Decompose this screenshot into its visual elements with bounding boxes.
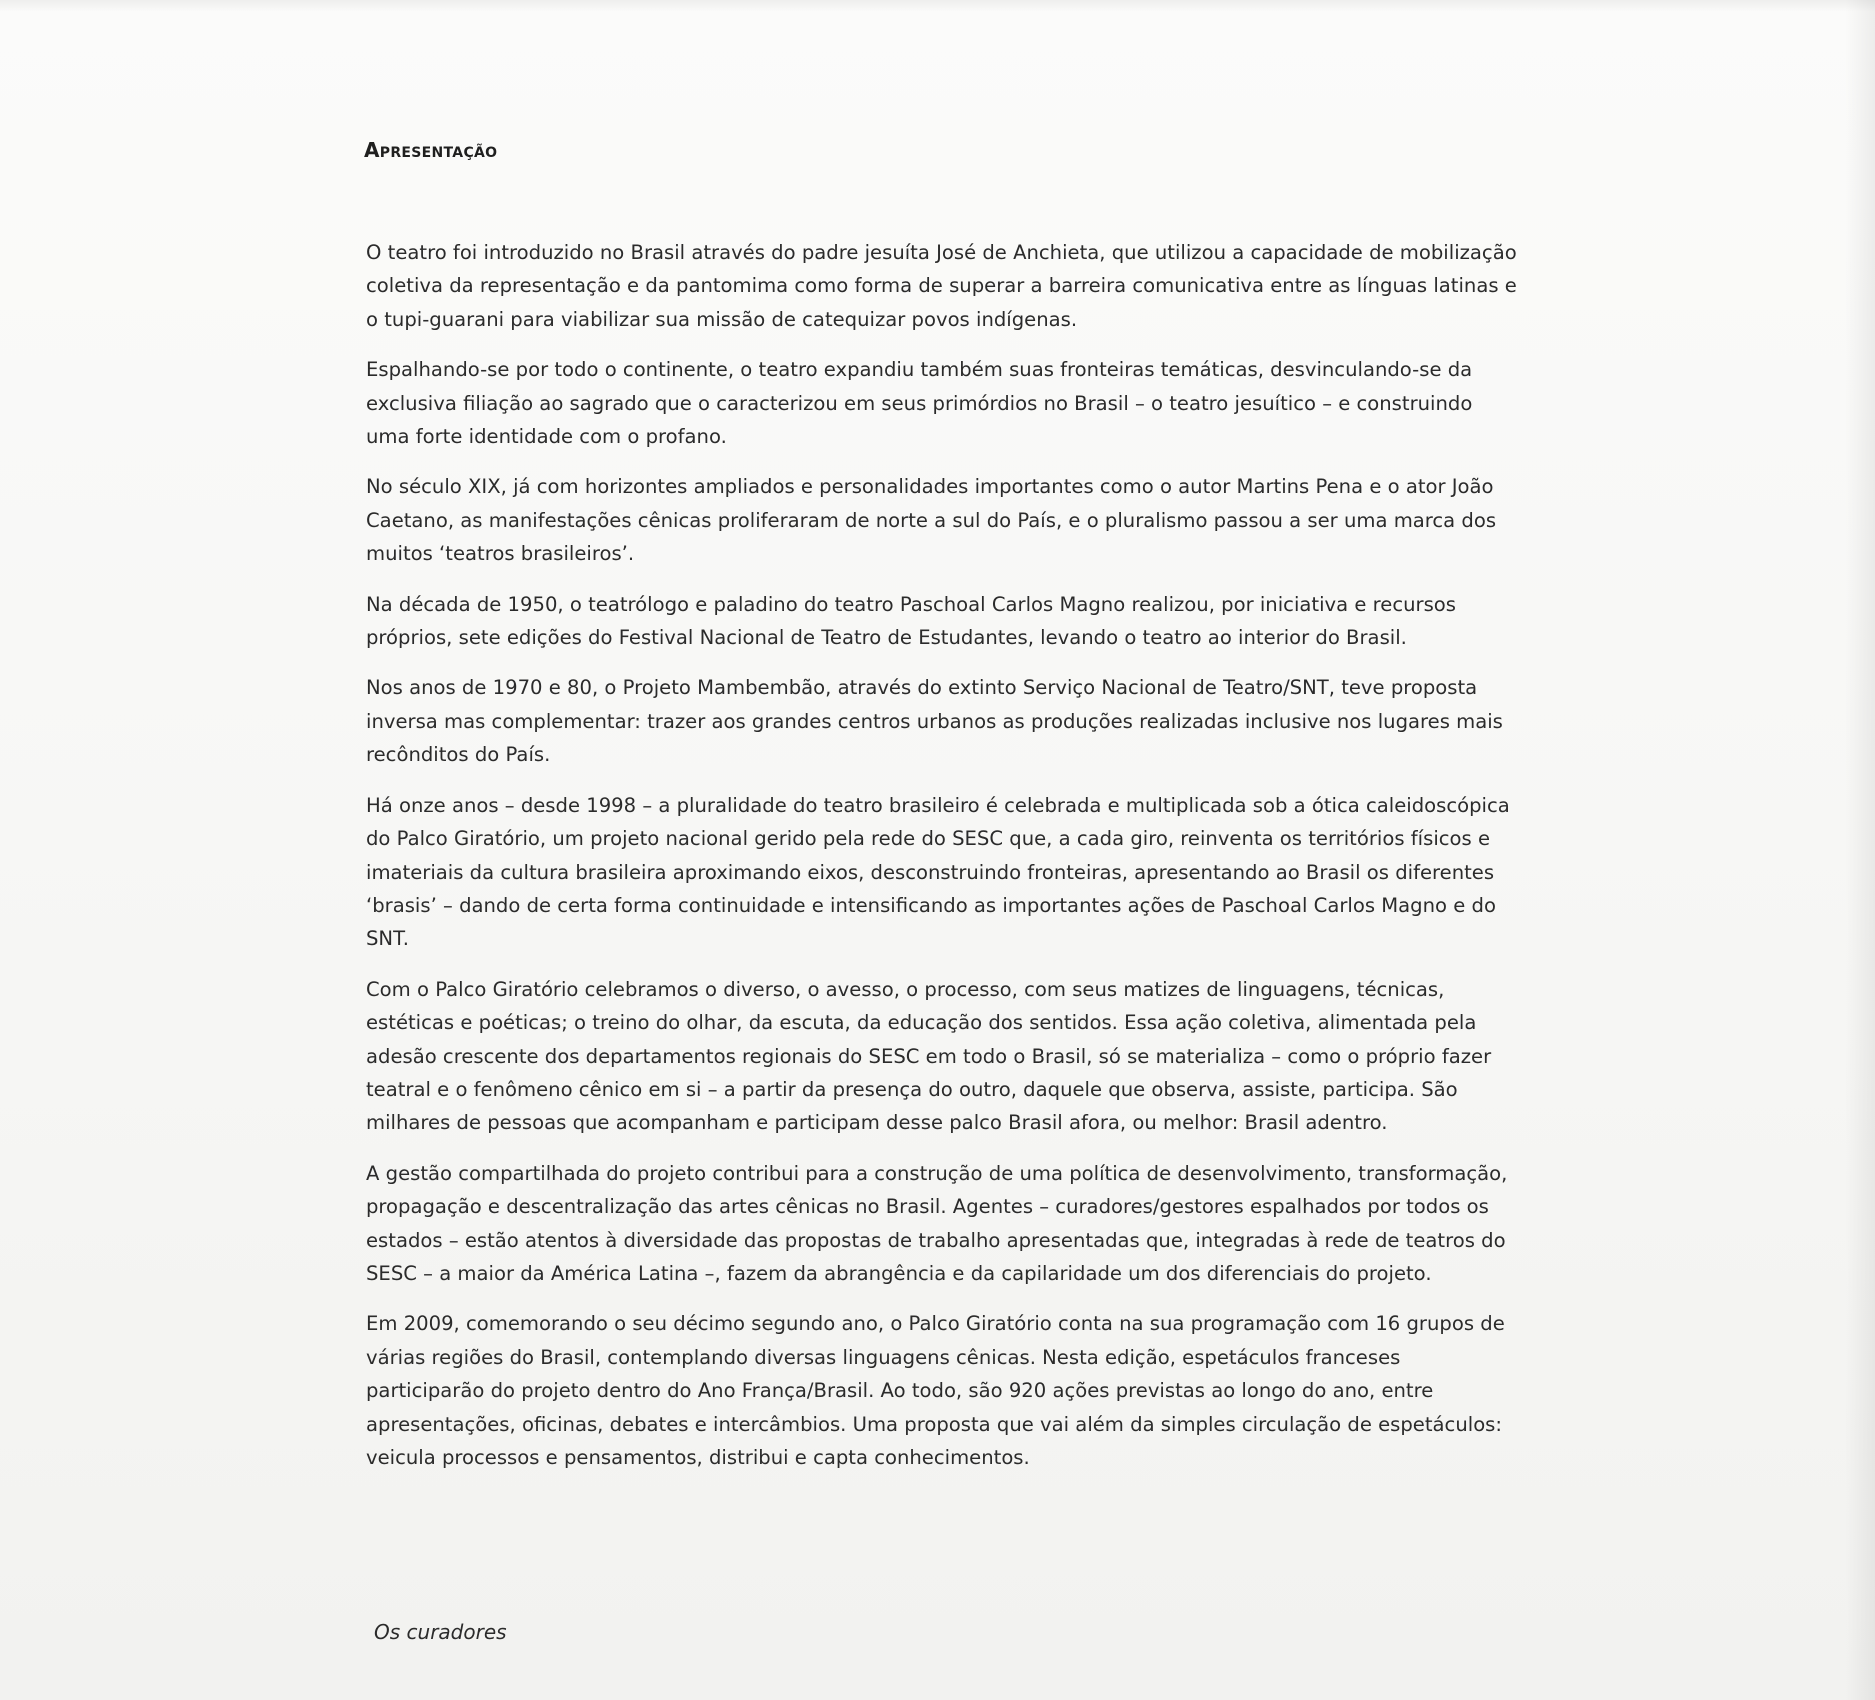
scan-top-shadow: [0, 0, 1875, 12]
page-title: Apresentação: [364, 138, 498, 162]
paragraph: O teatro foi introduzido no Brasil através do padre jesuíta José de Anchieta, que utilizou a capacidade de mobilização coletiva da representação e da pantomima como forma de superar a barreira comunicativa entre as línguas latinas e o tupi-guarani para viabilizar sua missão de catequizar povos indígenas.: [366, 241, 1517, 331]
paragraph: Em 2009, comemorando o seu décimo segundo ano, o Palco Giratório conta na sua programação com 16 grupos de várias regiões do Brasil, contemplando diversas linguagens cênicas. Nesta edição, espetáculos franceses participarão do projeto dentro do Ano França/Brasil. Ao todo, são 920 ações previstas ao longo do ano, entre apresentações, oficinas, debates e intercâmbios. Uma proposta que vai além da simples circulação de espetáculos: veicula processos e pensamentos, distribui e capta conhecimentos.: [366, 1312, 1505, 1469]
paragraph: Nos anos de 1970 e 80, o Projeto Mambembão, através do extinto Serviço Nacional de Teatro/SNT, teve proposta inversa mas complementar: trazer aos grandes centros urbanos as produções realizadas inclusive nos lugares mais recônditos do País.: [366, 676, 1503, 767]
paragraph: Há onze anos – desde 1998 – a pluralidade do teatro brasileiro é celebrada e multiplicada sob a ótica caleidoscópica do Palco Giratório, um projeto nacional gerido pela rede do SESC que, a cada giro, reinventa os territórios físicos e imateriais da cultura brasileira aproximando eixos, desconstruindo fronteiras, apresentando ao Brasil os diferentes ‘brasis’ – dando de certa forma continuidade e intensificando as importantes ações de Paschoal Carlos Magno e do SNT.: [366, 793, 1510, 951]
paragraph: Com o Palco Giratório celebramos o diverso, o avesso, o processo, com seus matizes de linguagens, técnicas, estéticas e poéticas; o treino do olhar, da escuta, da educação dos sentidos. Essa ação coletiva, alimentada pela adesão crescente dos departamentos regionais do SESC em todo o Brasil, só se materializa – como o próprio fazer teatral e o fenômeno cênico em si – a partir da presença do outro, daquele que observa, assiste, participa. São milhares de pessoas que acompanham e participam desse palco Brasil afora, ou melhor: Brasil adentro.: [366, 977, 1492, 1135]
paragraph: No século XIX, já com horizontes ampliados e personalidades importantes como o autor Martins Pena e o ator João Caetano, as manifestações cênicas proliferaram de norte a sul do País, e o pluralismo passou a ser uma marca dos muitos ‘teatros brasileiros’.: [366, 475, 1497, 566]
scan-edge-shadow: [1845, 0, 1875, 1700]
paragraph: Na década de 1950, o teatrólogo e paladino do teatro Paschoal Carlos Magno realizou, por iniciativa e recursos próprios, sete edições do Festival Nacional de Teatro de Estudantes, levando o teatro ao interior do Brasil.: [366, 592, 1456, 650]
paragraph: Espalhando-se por todo o continente, o teatro expandiu também suas fronteiras temáticas, desvinculando-se da exclusiva filiação ao sagrado que o caracterizou em seus primórdios no Brasil – o teatro jesuítico – e construindo uma forte identidade com o profano.: [366, 358, 1473, 449]
paragraph: A gestão compartilhada do projeto contribui para a construção de uma política de desenvolvimento, transformação, propagação e descentralização das artes cênicas no Brasil. Agentes – curadores/gestores espalhados por todos os estados – estão atentos à diversidade das propostas de trabalho apresentadas que, integradas à rede de teatros do SESC – a maior da América Latina –, fazem da abrangência e da capilaridade um dos diferenciais do projeto.: [366, 1161, 1508, 1285]
signature: Os curadores: [374, 1620, 507, 1644]
body-text: [366, 236, 1518, 1491]
